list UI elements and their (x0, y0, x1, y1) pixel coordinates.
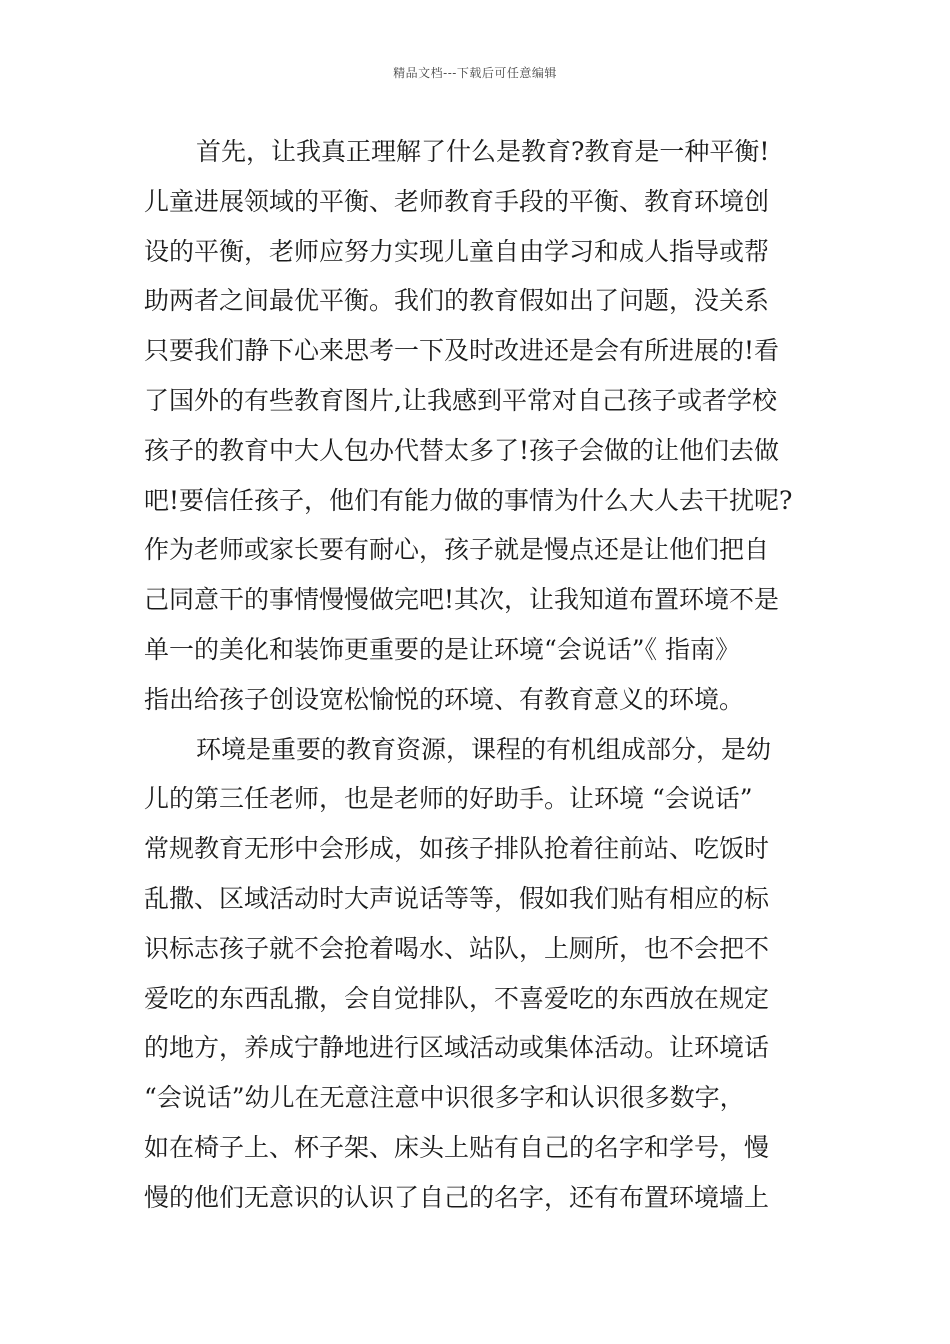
text-line: 爱吃的东西乱撒，会自觉排队，不喜爱吃的东西放在规定 (144, 983, 770, 1013)
text-line: 的地方，养成宁静地进行区域活动或集体活动。让环境话 (144, 1033, 770, 1063)
text-line: “会说话”幼儿在无意注意中识很多字和认识很多数字， (144, 1083, 745, 1113)
text-line: 孩子的教育中大人包办代替太多了!孩子会做的让他们去做 (144, 435, 780, 465)
text-line: 吧!要信任孩子，他们有能力做的事情为什么大人去干扰呢? (144, 485, 793, 515)
text-line: 作为老师或家长要有耐心，孩子就是慢点还是让他们把自 (144, 535, 770, 565)
text-line: 识标志孩子就不会抢着喝水、站队，上厕所，也不会把不 (144, 933, 770, 963)
text-line: 儿的第三任老师，也是老师的好助手。让环境 “会说话” (144, 784, 753, 814)
text-line: 己同意干的事情慢慢做完吧!其次，让我知道布置环境不是 (144, 585, 780, 615)
text-line: 设的平衡，老师应努力实现儿童自由学习和成人指导或帮 (144, 236, 770, 266)
text-line: 环境是重要的教育资源，课程的有机组成部分，是幼 (196, 734, 772, 764)
text-line: 助两者之间最优平衡。我们的教育假如出了问题，没关系 (144, 286, 770, 316)
document-body (144, 127, 808, 1223)
text-line: 慢的他们无意识的认识了自己的名字，还有布置环境墙上 (144, 1182, 770, 1212)
text-line: 乱撒、区域活动时大声说话等等，假如我们贴有相应的标 (144, 883, 770, 913)
text-line: 儿童进展领域的平衡、老师教育手段的平衡、教育环境创 (144, 186, 770, 216)
paragraph-2 (144, 725, 808, 1223)
text-line: 指出给孩子创设宽松愉悦的环境、有教育意义的环境。 (144, 684, 745, 714)
text-line: 单一的美化和装饰更重要的是让环境“会说话”《 指南》 (144, 634, 741, 664)
text-line: 常规教育无形中会形成，如孩子排队抢着往前站、吃饭时 (144, 834, 770, 864)
paragraph-1 (144, 127, 808, 725)
text-line: 如在椅子上、杯子架、床头上贴有自己的名字和学号，慢 (144, 1132, 770, 1162)
text-line: 首先，让我真正理解了什么是教育?教育是一种平衡! (196, 137, 770, 166)
page-header: 精品文档---下载后可任意编辑 (393, 66, 557, 80)
text-line: 了国外的有些教育图片,让我感到平常对自己孩子或者学校 (144, 385, 777, 415)
text-line: 只要我们静下心来思考一下及时改进还是会有所进展的!看 (144, 336, 780, 366)
